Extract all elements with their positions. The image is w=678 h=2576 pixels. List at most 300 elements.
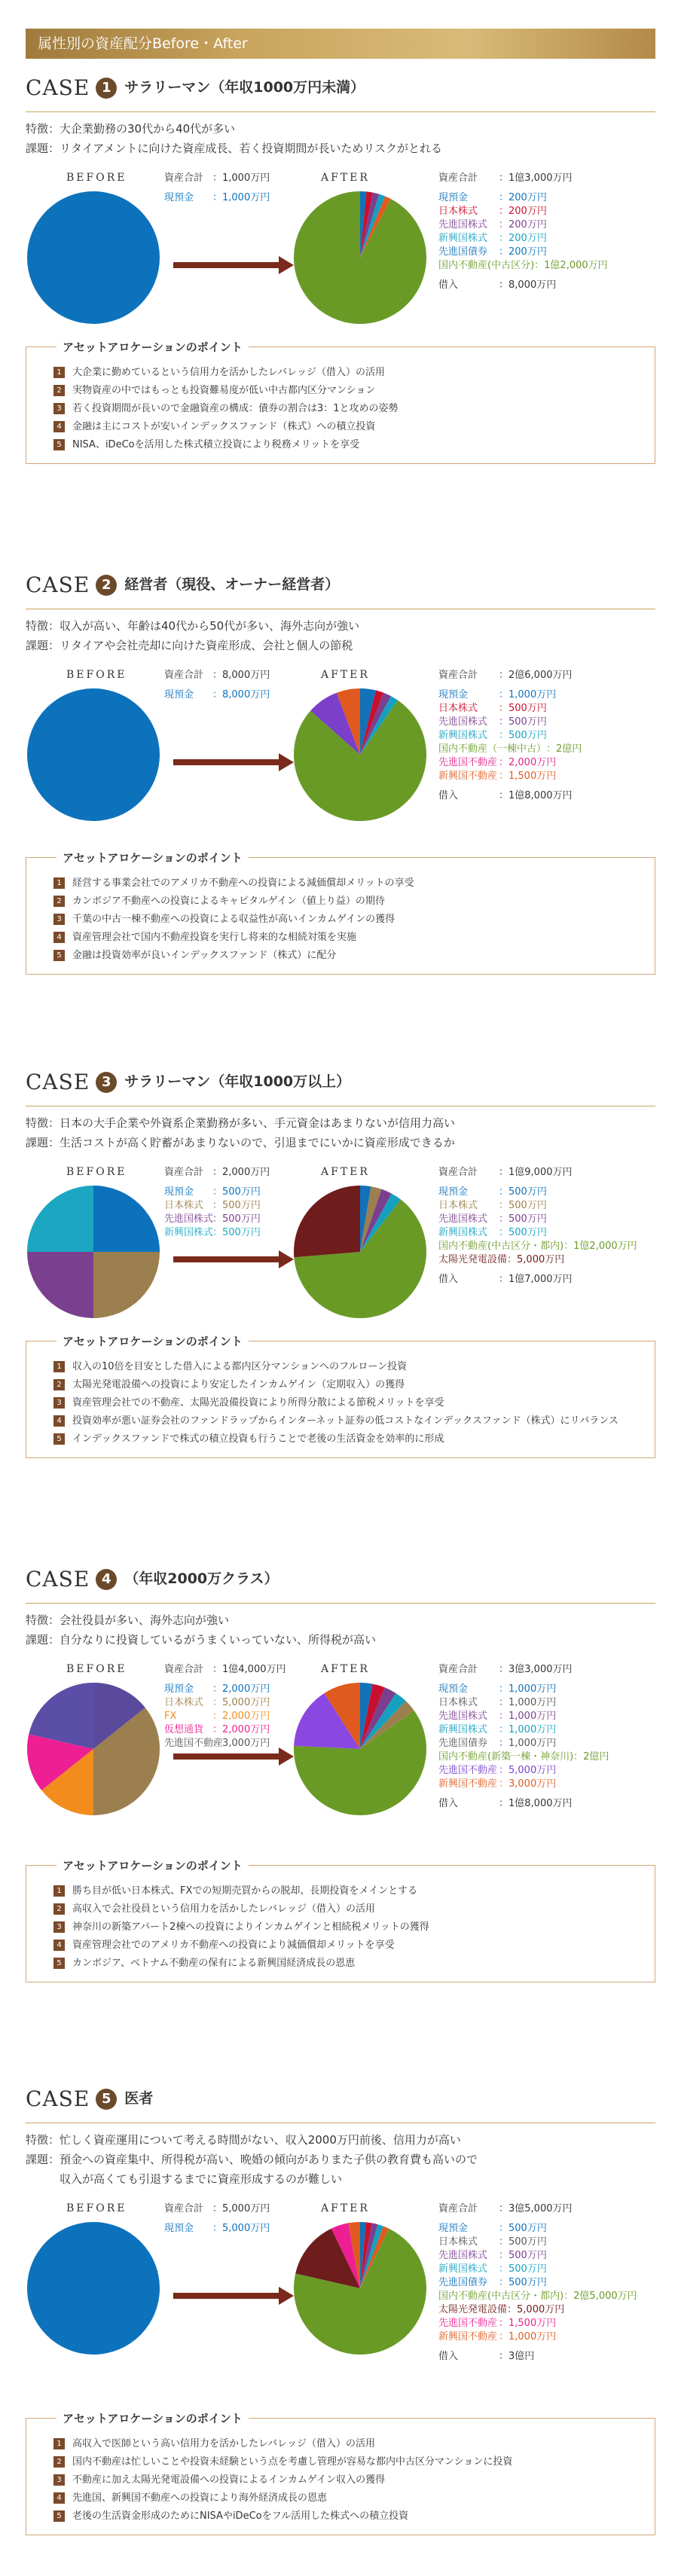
after-item-name: 先進国債券 (438, 1738, 488, 1749)
point-text: カンボジア、ベトナム不動産の保有による新興国経済成長の恩恵 (72, 1958, 356, 1969)
transition-arrow-icon (173, 2287, 294, 2305)
before-allocation-list (164, 1663, 286, 1750)
after-item-row (438, 2236, 637, 2249)
point-text: 高収入で医師という高い信用力を活かしたレバレッジ（借入）の活用 (72, 2438, 375, 2449)
after-item-row (438, 2276, 637, 2290)
case-word: CASE (26, 1070, 90, 1094)
after-item-value: ：1,000万円 (499, 689, 557, 700)
after-item-value: ：3,000万円 (499, 1778, 557, 1790)
point-item (53, 1376, 655, 1394)
point-number-badge: 5 (53, 950, 65, 961)
point-item (53, 1358, 655, 1376)
points-title: アセットアロケーションのポイント (56, 1333, 249, 1349)
after-total-value: ：3億5,000万円 (499, 2203, 573, 2214)
after-item-name: 現預金 (438, 192, 469, 203)
before-item-value: ：2,000万円 (212, 1683, 270, 1695)
before-allocation-list (164, 1166, 270, 1240)
after-item-row (438, 770, 582, 783)
before-item-row (164, 191, 270, 205)
point-number-badge: 2 (53, 2456, 65, 2468)
after-item-value: ：1億2,000万円 (534, 260, 608, 271)
case-feature: 特徴：収入が高い、年齢は40代から50代が多い、海外志向が強い (26, 619, 360, 633)
point-item (53, 1918, 655, 1937)
before-pie-slice-0 (93, 1186, 160, 1252)
debt-value: ：1億8,000万円 (499, 1798, 573, 1809)
after-item-row (438, 1710, 609, 1723)
after-total-label: 資産合計 (438, 2203, 478, 2214)
before-total-value: ：1,000万円 (212, 172, 270, 184)
point-number-badge: 4 (53, 932, 65, 943)
after-pie-chart (292, 190, 428, 325)
case-divider (26, 1603, 655, 1604)
points-title: アセットアロケーションのポイント (56, 850, 249, 865)
point-text: 実物資産の中ではもっとも投資難易度が低い中古都内区分マンション (72, 385, 376, 396)
after-item-value: ：2億円 (546, 743, 582, 755)
spacer (438, 2216, 637, 2222)
point-number-badge: 3 (53, 1397, 65, 1409)
before-item-name: FX (164, 1711, 177, 1722)
point-number-badge: 2 (53, 1379, 65, 1390)
point-text: 資産管理会社での不動産、太陽光設備投資により所得分散による節税メリットを享受 (72, 1397, 444, 1409)
before-item-value: ：8,000万円 (212, 689, 270, 700)
point-item (53, 382, 655, 400)
after-item-value: ：2,000万円 (499, 757, 557, 768)
after-item-name: 新興国株式 (438, 233, 488, 244)
after-item-name: 日本株式 (438, 1200, 478, 1211)
before-total-value: ：8,000万円 (212, 670, 270, 681)
point-text: 収入の10倍を目安とした借入による都内区分マンションへのフルローン投資 (72, 1361, 408, 1372)
before-item-row (164, 1213, 270, 1226)
point-number-badge: 3 (53, 914, 65, 925)
case-heading (26, 75, 365, 105)
point-item (53, 1955, 655, 1973)
point-text: 大企業に勤めているという信用力を活かしたレバレッジ（借入）の活用 (72, 367, 385, 378)
transition-arrow-icon (173, 256, 294, 274)
after-item-row (438, 218, 608, 232)
case-section-2 (26, 572, 655, 1024)
case-number-badge: 4 (96, 1569, 117, 1590)
before-item-name: 現預金 (164, 1683, 194, 1695)
case-divider (26, 111, 655, 112)
after-item-row (438, 756, 582, 770)
point-text: 若く投資期間が長いので金融資産の構成：債券の割合は3：1と攻めの姿勢 (72, 403, 399, 414)
point-number-badge: 1 (53, 1361, 65, 1372)
after-item-value: ：500万円 (499, 2263, 547, 2275)
after-total-row (438, 172, 608, 185)
after-item-value: ：1,500万円 (499, 771, 557, 782)
before-total-row (164, 669, 270, 682)
before-label: BEFORE (66, 669, 127, 681)
after-item-name: 太陽光発電設備 (438, 2304, 508, 2315)
after-item-name: 新興国株式 (438, 1227, 488, 1238)
before-total-row (164, 2202, 270, 2216)
after-item-row (438, 1253, 637, 1267)
case-feature: 特徴：忙しく資産運用について考える時間がない、収入2000万円前後、信用力が高い (26, 2133, 461, 2147)
after-total-label: 資産合計 (438, 670, 478, 681)
after-item-value: ：500万円 (499, 1213, 547, 1225)
after-item-value: ：2億5,000万円 (563, 2291, 637, 2302)
before-pie-slice-0 (27, 2222, 160, 2355)
case-number-badge: 3 (96, 1072, 117, 1093)
point-number-badge: 1 (53, 877, 65, 889)
before-item-name: 現預金 (164, 2223, 194, 2234)
point-text: 投資効率が悪い証券会社のファンドラップからインターネット証券の低コストなインデックスファンド（株式）にリバランス (72, 1415, 618, 1427)
after-item-value: ：500万円 (499, 730, 547, 741)
allocation-points-box (26, 851, 655, 975)
point-number-badge: 4 (53, 2492, 65, 2504)
after-item-value: ：1,000万円 (499, 1683, 557, 1695)
after-item-name: 先進国株式 (438, 219, 488, 230)
after-item-row (438, 1240, 637, 1253)
point-text: インデックスファンドで株式の積立投資も行うことで老後の生活資金を効率的に形成 (72, 1433, 444, 1445)
case-section-5 (26, 2086, 655, 2538)
point-text: 千葉の中古一棟不動産への投資による収益性が高いインカムゲインの獲得 (72, 914, 396, 925)
point-item (53, 2435, 655, 2453)
before-allocation-list (164, 2202, 270, 2236)
before-total-value: ：2,000万円 (212, 1167, 270, 1178)
before-pie-slice-2 (27, 1252, 93, 1318)
after-item-name: 日本株式 (438, 2236, 478, 2248)
point-number-badge: 4 (53, 1415, 65, 1427)
after-item-row (438, 1199, 637, 1213)
spacer (438, 2344, 637, 2350)
points-list (26, 1341, 655, 1448)
before-item-row (164, 1723, 286, 1737)
after-item-value: ：500万円 (499, 2250, 547, 2261)
case-issue: 課題：生活コストが高く貯蓄があまりないので、引退までにいかに資産形成できるか (26, 1136, 455, 1149)
point-text: 金融は投資効率が良いインデックスファンド（株式）に配分 (72, 950, 337, 961)
before-pie-chart (26, 687, 161, 823)
before-item-row (164, 1710, 286, 1723)
after-item-value: ：500万円 (499, 703, 547, 714)
after-item-name: 先進国株式 (438, 1711, 488, 1722)
case-heading (26, 2086, 153, 2117)
point-number-badge: 1 (53, 367, 65, 378)
debt-label: 借入 (438, 2351, 459, 2362)
after-debt-row (438, 2350, 637, 2364)
point-number-badge: 2 (53, 385, 65, 396)
after-item-row (438, 205, 608, 218)
case-title: サラリーマン（年収1000万以上） (124, 1073, 351, 1090)
point-text: 金融は主にコストが安いインデックスファンド（株式）への積立投資 (72, 421, 376, 432)
point-item (53, 2471, 655, 2489)
point-number-badge: 5 (53, 439, 65, 450)
after-item-name: 日本株式 (438, 1697, 478, 1708)
before-total-row (164, 172, 270, 185)
after-item-row (438, 1186, 637, 1199)
point-number-badge: 3 (53, 2474, 65, 2486)
before-item-name: 新興国株式 (164, 1227, 214, 1238)
point-text: 神奈川の新築アパート2棟への投資によりインカムゲインと相続税メリットの獲得 (72, 1921, 429, 1933)
before-item-value: ：500万円 (212, 1186, 261, 1198)
after-item-row (438, 2249, 637, 2263)
after-total-row (438, 669, 582, 682)
allocation-points-box (26, 1335, 655, 1458)
after-item-name: 現預金 (438, 1683, 469, 1695)
after-total-value: ：3億3,000万円 (499, 1664, 573, 1675)
case-feature: 特徴：日本の大手企業や外資系企業勤務が多い、手元資金はあまりないが信用力高い (26, 1116, 456, 1130)
after-item-row (438, 1683, 609, 1696)
before-total-label: 資産合計 (164, 670, 204, 681)
after-total-row (438, 1166, 637, 1180)
before-item-value: ：2,000万円 (212, 1724, 270, 1735)
after-item-name: 先進国株式 (438, 2250, 488, 2261)
point-item (53, 2453, 655, 2471)
before-item-name: 先進国株式 (164, 1213, 214, 1225)
after-total-label: 資産合計 (438, 1167, 478, 1178)
point-number-badge: 2 (53, 896, 65, 907)
debt-value: ：1億8,000万円 (499, 790, 573, 801)
after-item-value: ：500万円 (499, 1186, 547, 1198)
after-debt-row (438, 1273, 637, 1286)
point-text: 不動産に加え太陽光発電設備への投資によるインカムゲイン収入の獲得 (72, 2474, 386, 2486)
before-item-name: 日本株式 (164, 1200, 204, 1211)
before-item-row (164, 1199, 270, 1213)
point-number-badge: 4 (53, 1940, 65, 1951)
spacer (164, 682, 270, 688)
debt-label: 借入 (438, 1274, 459, 1285)
before-pie-slice-0 (27, 191, 160, 324)
after-item-name: 国内不動産(中古区分・都内) (438, 2291, 564, 2302)
case-heading (26, 1070, 350, 1100)
before-total-value: ：5,000万円 (212, 2203, 270, 2214)
point-item (53, 418, 655, 436)
points-title: アセットアロケーションのポイント (56, 2410, 249, 2426)
after-pie-slice-5 (294, 191, 426, 324)
spacer (438, 273, 608, 279)
after-debt-row (438, 279, 608, 292)
after-item-row (438, 1696, 609, 1710)
point-item (53, 1412, 655, 1430)
before-pie-slice-1 (93, 1252, 160, 1318)
point-text: 資産管理会社で国内不動産投資を実行し将来的な相続対策を実施 (72, 932, 357, 943)
before-total-row (164, 1663, 286, 1677)
after-item-row (438, 2222, 637, 2236)
after-item-name: 先進国不動産 (438, 757, 498, 768)
spacer (438, 783, 582, 789)
after-item-row (438, 2263, 637, 2276)
after-item-name: 先進国不動産 (438, 1765, 498, 1776)
point-number-badge: 3 (53, 403, 65, 414)
point-item (53, 1430, 655, 1448)
allocation-points-box (26, 1859, 655, 1982)
spacer (164, 2216, 270, 2222)
transition-arrow-icon (173, 1250, 294, 1268)
after-item-name: 日本株式 (438, 703, 478, 714)
after-item-name: 新興国株式 (438, 1724, 488, 1735)
point-number-badge: 1 (53, 1885, 65, 1897)
after-item-row (438, 2330, 637, 2344)
before-total-label: 資産合計 (164, 1167, 204, 1178)
after-allocation-list (438, 1166, 637, 1286)
point-item (53, 1882, 655, 1900)
spacer (164, 1677, 286, 1683)
point-item (53, 2507, 655, 2526)
before-pie-slice-3 (27, 1186, 93, 1252)
point-number-badge: 3 (53, 1921, 65, 1933)
after-item-name: 日本株式 (438, 206, 478, 217)
after-pie-chart (292, 1681, 428, 1817)
after-item-value: ：500万円 (499, 1200, 547, 1211)
after-total-value: ：1億3,000万円 (499, 172, 573, 184)
point-number-badge: 4 (53, 421, 65, 432)
case-number-badge: 2 (96, 575, 117, 596)
after-item-name: 新興国不動産 (438, 2331, 498, 2343)
before-item-name: 仮想通貨 (164, 1724, 204, 1735)
before-item-value: ：2,000万円 (212, 1711, 270, 1722)
point-text: 高収入で会社役員という信用力を活かしたレバレッジ（借入）の活用 (72, 1903, 375, 1915)
before-item-row (164, 1737, 286, 1750)
after-item-name: 先進国不動産 (438, 2318, 498, 2329)
after-item-row (438, 1778, 609, 1791)
after-item-row (438, 1750, 609, 1764)
point-item (53, 1394, 655, 1412)
spacer (164, 185, 270, 191)
after-item-row (438, 729, 582, 743)
after-item-value: ：1,000万円 (499, 1738, 557, 1749)
after-allocation-list (438, 1663, 609, 1811)
after-pie-chart (292, 2220, 428, 2356)
before-item-value: ：500万円 (212, 1200, 261, 1211)
points-list (26, 347, 655, 454)
case-title: 経営者（現役、オーナー経営者） (124, 576, 340, 593)
before-label: BEFORE (66, 1663, 127, 1675)
after-item-row (438, 1213, 637, 1226)
allocation-points-box (26, 340, 655, 464)
point-text: 資産管理会社でのアメリカ不動産への投資により減価償却メリットを享受 (72, 1940, 395, 1951)
before-pie-chart (26, 190, 161, 325)
before-item-row (164, 1226, 270, 1240)
point-number-badge: 2 (53, 1903, 65, 1915)
after-label: AFTER (321, 172, 370, 184)
spacer (164, 1180, 270, 1186)
point-text: 先進国、新興国不動産への投資により海外経済成長の恩恵 (72, 2492, 328, 2504)
before-item-row (164, 2222, 270, 2236)
allocation-points-box (26, 2412, 655, 2535)
after-allocation-list (438, 172, 608, 292)
after-pie-chart (292, 687, 428, 823)
before-item-row (164, 1696, 286, 1710)
case-section-4 (26, 1567, 655, 2019)
point-item (53, 893, 655, 911)
case-word: CASE (26, 2086, 90, 2111)
before-item-name: 現預金 (164, 689, 194, 700)
after-total-label: 資産合計 (438, 172, 478, 184)
points-list (26, 1866, 655, 1973)
after-item-row (438, 743, 582, 756)
debt-value: ：8,000万円 (499, 279, 557, 291)
after-item-name: 国内不動産(新築一棟・神奈川) (438, 1751, 574, 1763)
spacer (438, 185, 608, 191)
after-item-value: ：1,500万円 (499, 2318, 557, 2329)
case-section-3 (26, 1070, 655, 1521)
after-item-value: ：500万円 (499, 2236, 547, 2248)
after-item-value: ：200万円 (499, 206, 547, 217)
point-number-badge: 5 (53, 1958, 65, 1969)
after-allocation-list (438, 2202, 637, 2364)
before-item-name: 先進国不動産 (164, 1738, 224, 1749)
after-pie-slice-5 (294, 1186, 360, 1257)
debt-label: 借入 (438, 790, 459, 801)
point-item (53, 929, 655, 947)
before-pie-chart (26, 1184, 161, 1320)
point-text: 老後の生活資金形成のためにNISAやiDeCoをフル活用した株式への積立投資 (72, 2510, 409, 2522)
before-label: BEFORE (66, 2202, 127, 2214)
after-item-name: 先進国株式 (438, 716, 488, 728)
after-item-row (438, 716, 582, 729)
point-item (53, 1900, 655, 1918)
after-item-name: 現預金 (438, 1186, 469, 1198)
point-number-badge: 1 (53, 2438, 65, 2449)
after-item-value: ：5,000万円 (507, 1254, 565, 1265)
case-issue: 課題：リタイアメントに向けた資産成長、若く投資期間が長いためリスクがとれる (26, 142, 443, 155)
after-label: AFTER (321, 1663, 370, 1675)
case-feature: 特徴：会社役員が多い、海外志向が強い (26, 1613, 230, 1627)
case-word: CASE (26, 75, 90, 100)
after-item-row (438, 259, 608, 273)
before-total-value: ：1億4,000万円 (212, 1664, 286, 1675)
after-allocation-list (438, 669, 582, 803)
before-total-row (164, 1166, 270, 1180)
after-item-value: ：200万円 (499, 219, 547, 230)
after-item-value: ：200万円 (499, 192, 547, 203)
after-item-row (438, 2290, 637, 2303)
after-total-row (438, 1663, 609, 1677)
before-item-value: ：5,000万円 (212, 2223, 270, 2234)
after-item-name: 太陽光発電設備 (438, 1254, 508, 1265)
before-item-name: 日本株式 (164, 1697, 204, 1708)
after-item-value: ：1,000万円 (499, 1724, 557, 1735)
before-item-row (164, 688, 270, 702)
after-item-name: 国内不動産（一棟中古） (438, 743, 547, 755)
after-item-name: 現預金 (438, 2223, 469, 2234)
before-item-row (164, 1683, 286, 1696)
debt-label: 借入 (438, 1798, 459, 1809)
point-text: 太陽光発電設備への投資により安定したインカムゲイン（定期収入）の獲得 (72, 1379, 405, 1390)
after-item-row (438, 2303, 637, 2317)
spacer (438, 1267, 637, 1273)
point-item (53, 364, 655, 382)
after-item-value: ：5,000万円 (507, 2304, 565, 2315)
after-item-value: ：200万円 (499, 233, 547, 244)
after-item-name: 新興国株式 (438, 2263, 488, 2275)
point-text: 国内不動産は忙しいことや投資未経験という点を考慮し管理が容易な都内中古区分マンションに投資 (72, 2456, 513, 2468)
spacer (438, 1677, 609, 1683)
before-label: BEFORE (66, 172, 127, 184)
spacer (438, 682, 582, 688)
case-issue: 収入が高くても引退するまでに資産形成するのが難しい (26, 2172, 343, 2186)
after-debt-row (438, 1797, 609, 1811)
case-title: 医者 (124, 2090, 154, 2107)
debt-value: ：1億7,000万円 (499, 1274, 573, 1285)
after-item-name: 先進国債券 (438, 246, 488, 258)
before-item-value: ：500万円 (212, 1213, 261, 1225)
before-total-label: 資産合計 (164, 2203, 204, 2214)
point-item (53, 436, 655, 454)
debt-value: ：3億円 (499, 2351, 535, 2362)
point-text: NISA、iDeCoを活用した株式積立投資により税務メリットを享受 (72, 439, 360, 450)
before-pie-chart (26, 2220, 161, 2356)
point-number-badge: 5 (53, 1433, 65, 1445)
after-item-value: ：500万円 (499, 2277, 547, 2288)
after-item-value: ：500万円 (499, 2223, 547, 2234)
point-item (53, 911, 655, 929)
case-issue: 課題：預金への資産集中、所得税が高い、晩婚の傾向がありまた子供の教育費も高いので (26, 2153, 478, 2166)
before-item-value: ：5,000万円 (212, 1697, 270, 1708)
after-debt-row (438, 789, 582, 803)
case-heading (26, 1567, 279, 1597)
after-item-name: 先進国債券 (438, 2277, 488, 2288)
